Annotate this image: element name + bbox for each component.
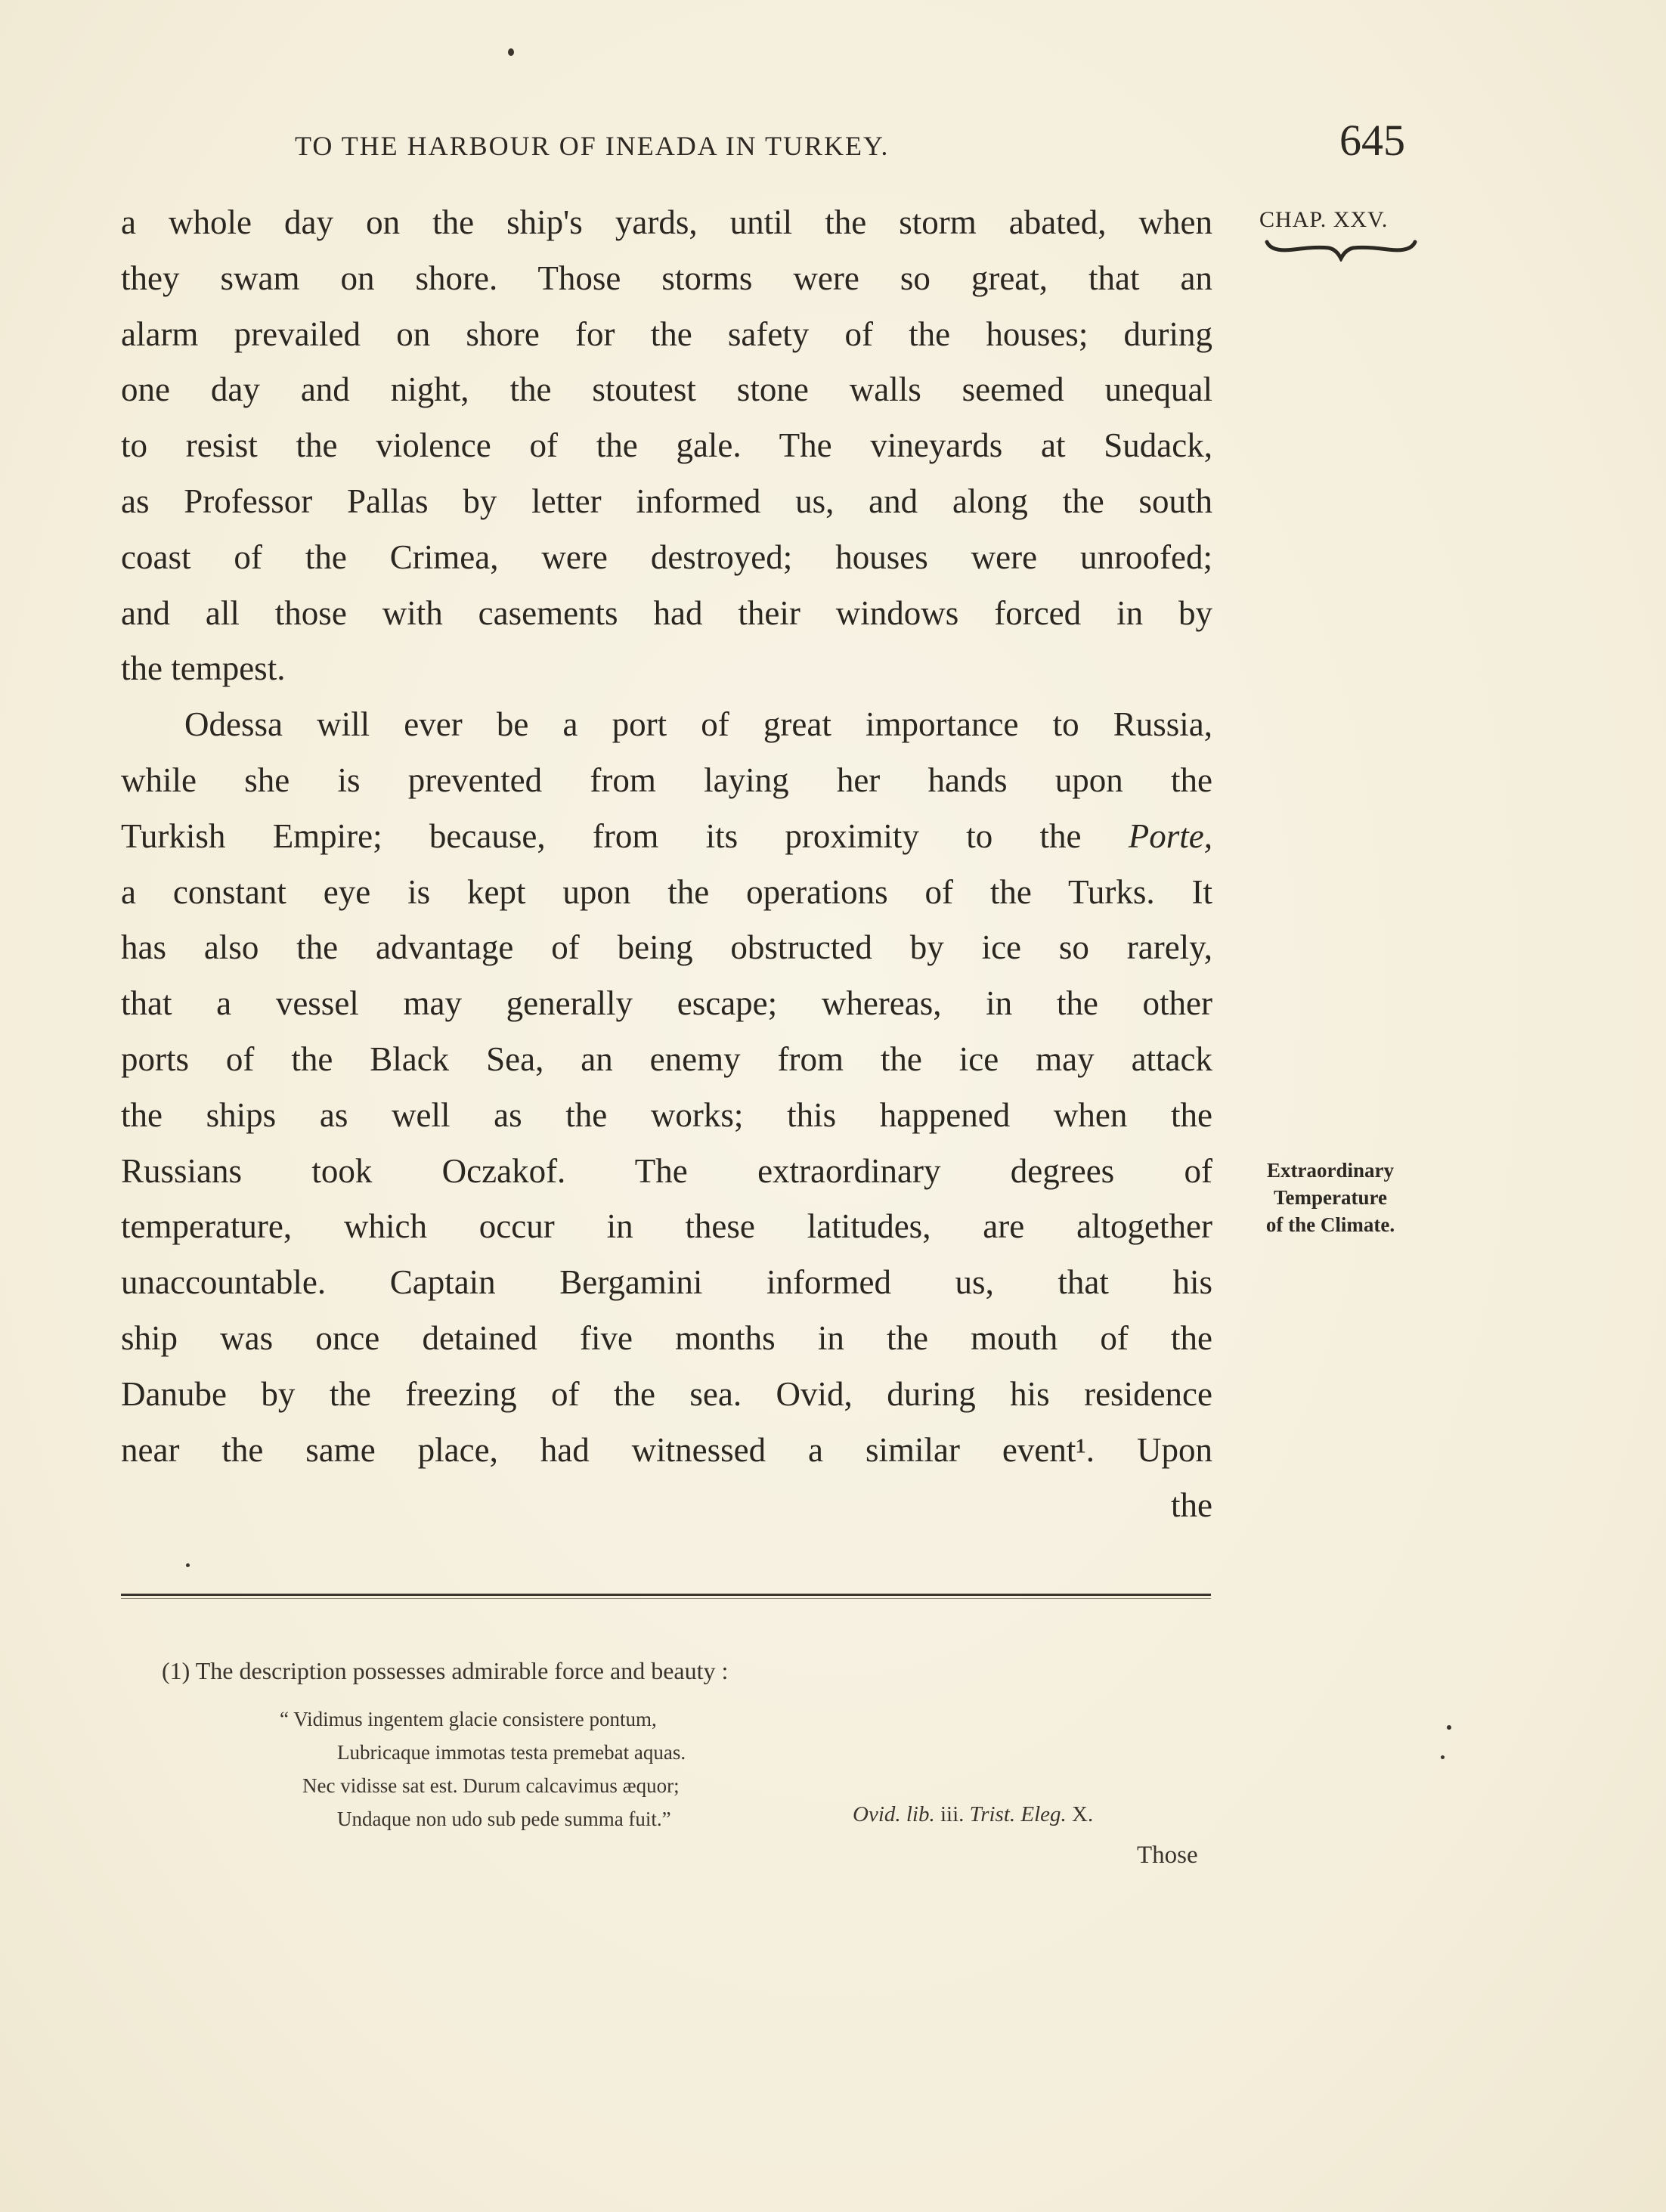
body-line: the tempest. <box>121 649 286 688</box>
footnote-verse <box>280 1702 686 1836</box>
body-line: and all those with casements had their windows forced in by <box>121 593 1212 632</box>
body-line: Danube by the freezing of the sea. Ovid, during his residence <box>121 1374 1212 1413</box>
body-line: the <box>1171 1486 1212 1525</box>
body-line: has also the advantage of being obstructed by ice so rarely, <box>121 928 1212 967</box>
body-line: coast of the Crimea, were destroyed; houses were unroofed; <box>121 538 1212 576</box>
body-line: Russians took Oczakof. The extraordinary degrees of <box>121 1151 1212 1190</box>
verse-citation <box>853 1802 1093 1827</box>
body-line: one day and night, the stoutest stone walls seemed unequal <box>121 370 1212 409</box>
running-head: TO THE HARBOUR OF INEADA IN TURKEY. <box>295 131 890 161</box>
body-line-text: Turkish Empire; because, from its proximity to the <box>121 816 1082 855</box>
chapter-brace-ornament <box>1264 239 1418 262</box>
verse-line: Nec vidisse sat est. Durum calcavimus æquor; <box>302 1774 680 1797</box>
ink-speck <box>1447 1725 1451 1730</box>
body-line: Odessa will ever be a port of great importance to Russia, <box>184 705 1212 744</box>
citation-book: iii. <box>940 1802 965 1826</box>
footnote-rule <box>121 1594 1211 1596</box>
ink-speck <box>186 1563 190 1567</box>
sidenote-line: of the Climate. <box>1265 1213 1395 1236</box>
body-line: a whole day on the ship's yards, until the storm abated, when <box>121 203 1212 241</box>
body-text <box>121 195 1212 1534</box>
marginal-sidenote <box>1240 1157 1421 1238</box>
body-line: ports of the Black Sea, an enemy from the ice may attack <box>121 1039 1212 1078</box>
body-line-with-italic <box>121 809 1212 865</box>
citation-trist: Trist. <box>969 1802 1016 1826</box>
body-line: that a vessel may generally escape; whereas, in the other <box>121 984 1212 1023</box>
body-line: while she is prevented from laying her hands upon the <box>121 761 1212 799</box>
body-line: they swam on shore. Those storms were so great, that an <box>121 259 1212 297</box>
italic-word-porte: Porte, <box>1128 816 1213 855</box>
body-line: as Professor Pallas by letter informed us, and along the south <box>121 482 1212 520</box>
citation-eleg: Eleg. <box>1020 1802 1067 1826</box>
body-line: the ships as well as the works; this happened when the <box>121 1095 1212 1134</box>
verse-line: “ Vidimus ingentem glacie consistere pontum, <box>280 1708 657 1730</box>
body-line: alarm prevailed on shore for the safety of the houses; during <box>121 314 1212 353</box>
citation-lib: lib. <box>906 1802 935 1826</box>
body-line: to resist the violence of the gale. The vineyards at Sudack, <box>121 426 1212 465</box>
chapter-label: CHAP. XXV. <box>1259 207 1389 232</box>
citation-work: Ovid. <box>853 1802 901 1826</box>
citation-num: X. <box>1072 1802 1094 1826</box>
body-line: temperature, which occur in these latitudes, are altogether <box>121 1207 1212 1246</box>
verse-line: Lubricaque immotas testa premebat aquas. <box>337 1741 686 1764</box>
body-line: unaccountable. Captain Bergamini informed us, that his <box>121 1263 1212 1302</box>
sidenote-line: Extraordinary <box>1267 1159 1394 1182</box>
page-number: 645 <box>1339 116 1405 165</box>
body-line: a constant eye is kept upon the operations of the Turks. It <box>121 872 1212 911</box>
verse-line: Undaque non udo sub pede summa fuit.” <box>337 1808 671 1830</box>
footnote-rule-thin <box>121 1598 1211 1599</box>
ink-speck <box>1441 1755 1445 1759</box>
sidenote-line: Temperature <box>1274 1186 1387 1209</box>
body-line: near the same place, had witnessed a similar event¹. Upon <box>121 1430 1212 1469</box>
body-line: ship was once detained five months in the mouth of the <box>121 1318 1212 1357</box>
ink-speck <box>508 48 514 56</box>
footnote-text: (1) The description possesses admirable force and beauty : <box>162 1657 729 1684</box>
catchword: Those <box>1137 1842 1198 1869</box>
